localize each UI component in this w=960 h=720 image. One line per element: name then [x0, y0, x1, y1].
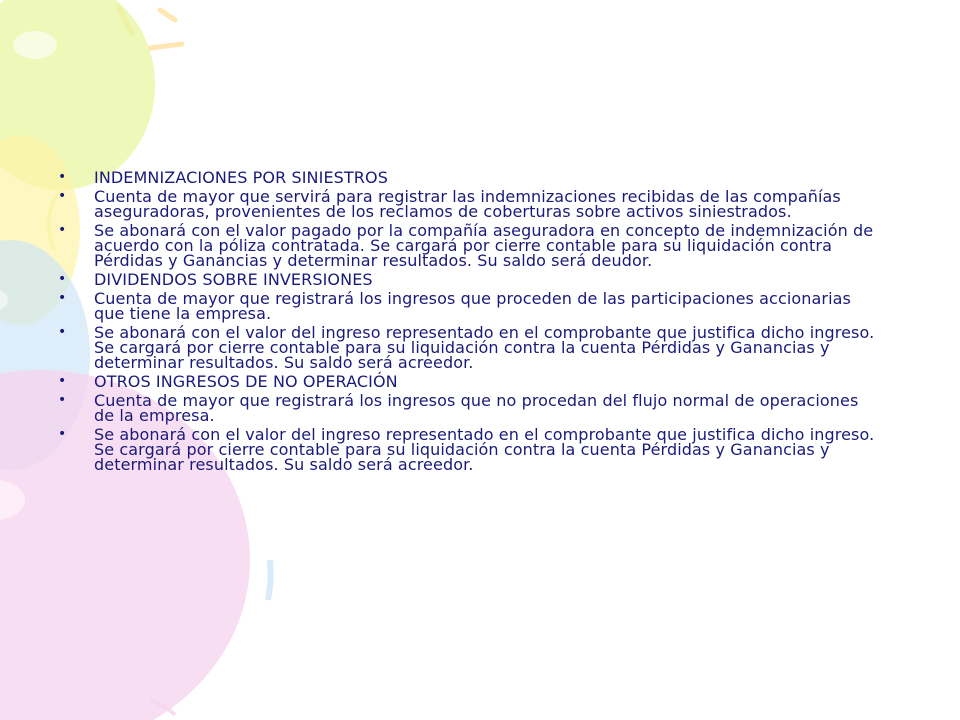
- indemnizaciones-definition: [58, 189, 878, 219]
- bullet-icon: •: [58, 222, 67, 238]
- item-text: Cuenta de mayor que registrará los ingresos que proceden de las participaciones accionarias que tiene la empresa.: [94, 289, 851, 323]
- item-text: Se abonará con el valor del ingreso representado en el comprobante que justifica dicho ingreso. Se cargará por cierre contable para su liquidación contra la cuenta Pérdidas y Ganancias y determinar resultados. Su saldo será acreedor.: [94, 323, 875, 372]
- heading-otros-ingresos: [58, 374, 878, 389]
- item-text: OTROS INGRESOS DE NO OPERACIÓN: [94, 372, 398, 391]
- slide-content-list: [58, 170, 878, 476]
- item-text: Cuenta de mayor que registrará los ingresos que no procedan del flujo normal de operaciones de la empresa.: [94, 391, 859, 425]
- blue-ribbon-decoration: [268, 560, 271, 600]
- bullet-icon: •: [58, 426, 67, 442]
- bullet-icon: •: [58, 271, 67, 287]
- otros-ingresos-definition: [58, 393, 878, 423]
- otros-ingresos-treatment: [58, 427, 878, 472]
- item-text: Se abonará con el valor del ingreso representado en el comprobante que justifica dicho ingreso. Se cargará por cierre contable para su liquidación contra la cuenta Pérdidas y Ganancias y determinar resultados. Su saldo será acreedor.: [94, 425, 875, 474]
- bullet-icon: •: [58, 290, 67, 306]
- item-text: Cuenta de mayor que servirá para registrar las indemnizaciones recibidas de las compañías aseguradoras, provenientes de los reclamos de coberturas sobre activos siniestrados.: [94, 187, 841, 221]
- dividendos-treatment: [58, 325, 878, 370]
- indemnizaciones-treatment: [58, 223, 878, 268]
- item-text: INDEMNIZACIONES POR SINIESTROS: [94, 168, 388, 187]
- heading-dividendos: [58, 272, 878, 287]
- bullet-icon: •: [58, 392, 67, 408]
- bullet-icon: •: [58, 169, 67, 185]
- heading-indemnizaciones: [58, 170, 878, 185]
- bullet-icon: •: [58, 188, 67, 204]
- dividendos-definition: [58, 291, 878, 321]
- item-text: DIVIDENDOS SOBRE INVERSIONES: [94, 270, 373, 289]
- bullet-icon: •: [58, 373, 67, 389]
- item-text: Se abonará con el valor pagado por la compañía aseguradora en concepto de indemnización de acuerdo con la póliza contratada. Se cargará por cierre contable para su liquidación contra Pérdidas y Ganancias y determinar resultados. Su saldo será deudor.: [94, 221, 874, 270]
- bullet-icon: •: [58, 324, 67, 340]
